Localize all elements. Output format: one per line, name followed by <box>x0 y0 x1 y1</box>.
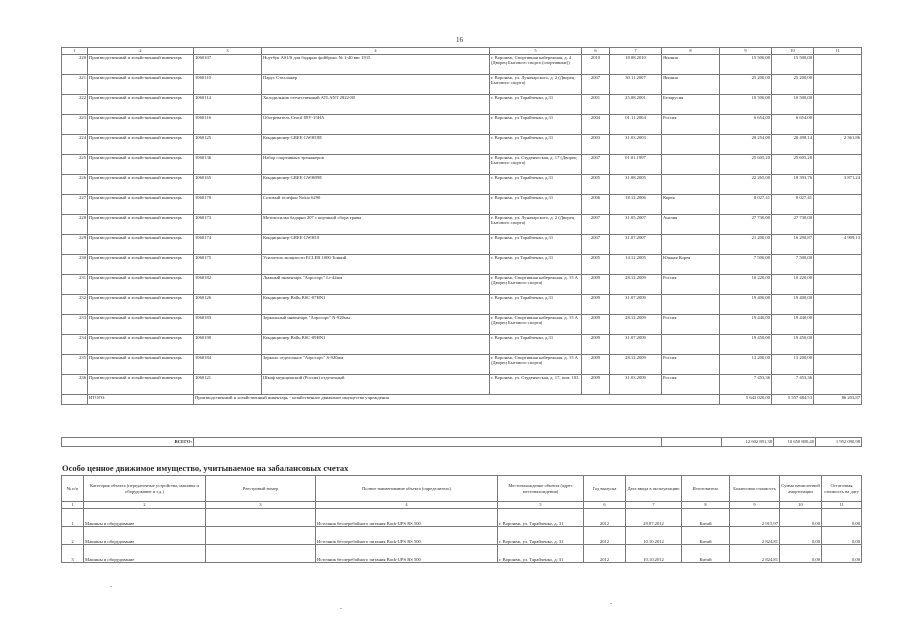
cell-amort <box>814 155 862 175</box>
cell-n: 229 <box>62 235 88 255</box>
cell-resid: 19 440,00 <box>772 315 814 335</box>
cell-resid: 10 500,00 <box>772 95 814 115</box>
cell-type: Производственный и хозяйственный инвентарь <box>88 275 194 295</box>
cell-country <box>662 335 720 355</box>
cell-n: 235 <box>62 355 88 375</box>
cell-resid: 10 220,00 <box>772 275 814 295</box>
table-row <box>62 509 862 527</box>
cell-n: 2 <box>62 527 84 545</box>
cell-amort: 2 361,86 <box>814 135 862 155</box>
cell-addr: г. Воронеж, ул. Луначарского, д. 2 (Дворец Бытового спорта) <box>490 215 582 235</box>
cell-addr: г. Воронеж, ул Тарайченко, д.31 <box>490 195 582 215</box>
cell-amort <box>814 335 862 355</box>
cell-type: Производственный и хозяйственный инвентарь <box>88 235 194 255</box>
cell-name: Холодильник отечественный ATLANT 2822-80 <box>262 95 490 115</box>
cell-country: Россия <box>662 275 720 295</box>
cell-date: 31.05.2007 <box>610 215 662 235</box>
cell-n: 236 <box>62 375 88 395</box>
cell-cost: 13 200,00 <box>720 355 772 375</box>
cell-addr: г. Воронеж, ул Тарайченко, д.31 <box>490 95 582 115</box>
column-header: Год выпуска <box>584 476 626 502</box>
cell-maker: Китай <box>682 527 730 545</box>
cell-name: Кондиционер GREE GWH18 <box>262 235 490 255</box>
cell-country <box>662 155 720 175</box>
column-header: Балансовая стоимость <box>730 476 780 502</box>
cell-n: 222 <box>62 95 88 115</box>
cell-amort <box>814 75 862 95</box>
cell-amort: 0,00 <box>780 527 822 545</box>
cell-type: Производственный и хозяйственный инвентарь <box>88 75 194 95</box>
cell-year: 2009 <box>582 375 610 395</box>
cell-type: Производственный и хозяйственный инвентарь <box>88 155 194 175</box>
cell-amort <box>814 275 862 295</box>
table-row <box>62 215 862 235</box>
cell-amort <box>814 95 862 115</box>
cell-addr: г. Воронеж, ул Тарайченко, д.31 <box>490 175 582 195</box>
cell-amort: 0,00 <box>780 509 822 527</box>
table-row <box>62 175 862 195</box>
cell-type: Производственный и хозяйственный инвентарь <box>88 55 194 75</box>
cell-cat: Машины и оборудование <box>84 509 206 527</box>
cell-cost: 6 654,00 <box>720 115 772 135</box>
cell-inv: 1060116 <box>194 115 262 135</box>
cell-resid: 7 500,00 <box>772 255 814 275</box>
cell-name: Источник бесперебойного питания Back-UPS RS 500 <box>316 509 498 527</box>
cell-n: 223 <box>62 115 88 135</box>
column-number: 11 <box>814 48 862 55</box>
cell-addr: г. Воронеж, ул. Студенческая, д. 17, пом. 103 <box>490 375 582 395</box>
cell-year: 2009 <box>582 275 610 295</box>
subtotal-description: Производственный и хозяйственный инвентарь - хозяйственное движимое имущество учреждения <box>194 395 720 405</box>
cell-name: Мотокосилка бадарно 207 с корзиной сбора травы <box>262 215 490 235</box>
column-number: 8 <box>662 48 720 55</box>
cell-addr: г. Воронеж, ул Тарайченко, д.31 <box>490 335 582 355</box>
cell-amort <box>814 195 862 215</box>
cell-n: 1 <box>62 509 84 527</box>
column-number: 7 <box>610 48 662 55</box>
subtotal-cost: 5 643 020,00 <box>720 395 772 405</box>
cell-amort: 4 909,13 <box>814 235 862 255</box>
column-header: № п/п <box>62 476 84 502</box>
cell-country <box>662 175 720 195</box>
column-number: 5 <box>490 48 582 55</box>
table-row <box>62 275 862 295</box>
cell-country <box>662 135 720 155</box>
cell-year: 2005 <box>582 175 610 195</box>
cell-empty <box>62 395 88 405</box>
cell-name: Зеркальный инвентарь "Аэросорс" N-920мм <box>262 315 490 335</box>
cell-type: Производственный и хозяйственный инвентарь <box>88 355 194 375</box>
column-number-row <box>62 502 862 509</box>
scan-speck <box>110 586 112 587</box>
cell-name: Обогреватель Ceactl 89У-15НА <box>262 115 490 135</box>
cell-cost: 27 730,00 <box>720 215 772 235</box>
cell-n: 224 <box>62 135 88 155</box>
column-number: 10 <box>772 48 814 55</box>
cell-inv: 1060126 <box>194 295 262 315</box>
section-title: Особо ценное движимое имущество, учитываемое на забалансовых счетах <box>62 463 349 473</box>
cell-cost: 21 200,00 <box>720 235 772 255</box>
cell-date: 01.01.1997 <box>610 155 662 175</box>
cell-addr: г. Воронеж, ул. Тарайченко, д. 31 <box>498 545 584 563</box>
cell-year: 2001 <box>582 95 610 115</box>
cell-country: Южная Корея <box>662 255 720 275</box>
cell-cost: 22 265,00 <box>720 175 772 195</box>
cell-n: 225 <box>62 155 88 175</box>
cell-inv: 1060114 <box>194 95 262 115</box>
cell-year: 2007 <box>582 155 610 175</box>
cell-reg <box>206 527 316 545</box>
cell-name: Кондиционер Ballu BSC-07HN1 <box>262 295 490 315</box>
cell-cost: 25 605,20 <box>720 155 772 175</box>
column-number: 10 <box>780 502 822 509</box>
cell-cost: 2 824,81 <box>730 545 780 563</box>
cell-addr: г. Воронеж, ул Тарайченко, д.31 <box>490 235 582 255</box>
table-row <box>62 75 862 95</box>
column-header: Остаточная стоимость на дату <box>822 476 862 502</box>
cell-country: Россия <box>662 355 720 375</box>
cell-name: Зеркало отделочное "Аэросорс" S-920мм <box>262 355 490 375</box>
cell-amort <box>814 295 862 315</box>
cell-country: Беларусия <box>662 95 720 115</box>
column-number-row <box>62 48 862 55</box>
cell-n: 226 <box>62 175 88 195</box>
cell-resid: 18 393,76 <box>772 175 814 195</box>
column-number: 6 <box>584 502 626 509</box>
column-number: 2 <box>84 502 206 509</box>
cell-reg <box>206 509 316 527</box>
cell-maker: Китай <box>682 545 730 563</box>
table-row <box>62 155 862 175</box>
cell-country: Англия <box>662 215 720 235</box>
cell-n: 232 <box>62 295 88 315</box>
grand-total-table <box>61 437 862 447</box>
cell-type: Производственный и хозяйственный инвентарь <box>88 95 194 115</box>
table-row <box>62 545 862 563</box>
cell-inv: 1060183 <box>194 315 262 335</box>
cell-resid: 13 200,00 <box>772 355 814 375</box>
cell-date: 31.07.2009 <box>610 295 662 315</box>
column-header: Изготовитель <box>682 476 730 502</box>
cell-inv: 1060125 <box>194 135 262 155</box>
subtotal-amort: 86 203,87 <box>814 395 862 405</box>
table-row <box>62 295 862 315</box>
cell-date: 31.08.2005 <box>610 175 662 195</box>
cell-date: 30.11.2007 <box>610 75 662 95</box>
cell-resid: 15 500,00 <box>772 55 814 75</box>
column-number: 1 <box>62 502 84 509</box>
cell-addr: г. Воронеж, ул. Луначарского, д. 2 (Дворец Бытового спорта) <box>490 75 582 95</box>
cell-inv: 1060170 <box>194 195 262 215</box>
cell-cost: 19 400,00 <box>720 295 772 315</box>
cell-resid: 6 654,00 <box>772 115 814 135</box>
cell-cost: 15 500,00 <box>720 55 772 75</box>
cell-n: 221 <box>62 75 88 95</box>
cell-resid: 0,00 <box>822 509 862 527</box>
cell-amort <box>814 215 862 235</box>
cell-amort <box>814 315 862 335</box>
cell-amort: 3 871,24 <box>814 175 862 195</box>
cell-resid: 25 200,00 <box>772 75 814 95</box>
table-row <box>62 335 862 355</box>
cell-addr: г. Воронеж, ул Тарайченко, д.31 <box>490 295 582 315</box>
table-row <box>62 375 862 395</box>
cell-cat: Машины и оборудование <box>84 527 206 545</box>
subtotal-row <box>62 395 862 405</box>
cell-date: 31.07.2007 <box>610 235 662 255</box>
cell-cost: 19 450,00 <box>720 335 772 355</box>
grand-total-cost: 12 602 891,38 <box>722 438 774 447</box>
cell-n: 231 <box>62 275 88 295</box>
cell-type: Производственный и хозяйственный инвентарь <box>88 315 194 335</box>
cell-name: Сотовый телефон Nokia 6290 <box>262 195 490 215</box>
cell-inv: 1060174 <box>194 235 262 255</box>
cell-name: Ноутбук ASUS для бадарно фойбронс № 1-40 ввс 1915 <box>262 55 490 75</box>
cell-year: 2004 <box>582 115 610 135</box>
column-header: Дата ввода в эксплуатацию <box>626 476 682 502</box>
cell-n: 3 <box>62 545 84 563</box>
cell-inv: 1060110 <box>194 75 262 95</box>
cell-addr: г. Воронеж, ул Тарайченко, д.31 <box>490 115 582 135</box>
cell-type: Производственный и хозяйственный инвентарь <box>88 175 194 195</box>
cell-cost: 2 915,97 <box>730 509 780 527</box>
cell-cost: 25 200,00 <box>720 75 772 95</box>
cell-inv: 1060184 <box>194 355 262 375</box>
cell-inv: 1060190 <box>194 335 262 355</box>
cell-n: 234 <box>62 335 88 355</box>
cell-name: Набор спортивных тренажеров <box>262 155 490 175</box>
cell-country: Япония <box>662 55 720 75</box>
cell-resid: 0,00 <box>822 527 862 545</box>
subtotal-label: ИТОГО: <box>88 395 194 405</box>
column-number: 7 <box>626 502 682 509</box>
cell-inv: 1060175 <box>194 255 262 275</box>
cell-resid: 0,00 <box>822 545 862 563</box>
cell-type: Производственный и хозяйственный инвентарь <box>88 375 194 395</box>
table-row <box>62 527 862 545</box>
cell-name: Лыжный инвентарь "Аэросорс" Lt-42мм <box>262 275 490 295</box>
cell-name: Кондиционер GREE GWH18E <box>262 135 490 155</box>
column-header: Реестровый номер <box>206 476 316 502</box>
column-number: 4 <box>262 48 490 55</box>
cell-date: 31.03.2003 <box>610 135 662 155</box>
cell-year: 2012 <box>584 527 626 545</box>
grand-total-label: ВСЕГО: <box>62 438 194 447</box>
cell-name: Парус Стеллажер <box>262 75 490 95</box>
cell-resid: 20 498,14 <box>772 135 814 155</box>
column-number: 9 <box>720 48 772 55</box>
grand-total-amort: 1 952 090,98 <box>816 438 862 447</box>
cell-type: Производственный и хозяйственный инвентарь <box>88 215 194 235</box>
cell-cost: 19 440,00 <box>720 315 772 335</box>
table-row <box>62 55 862 75</box>
table-row <box>62 355 862 375</box>
cell-resid: 25 605,20 <box>772 155 814 175</box>
column-header: Категория объекта (передаточные устройства, машины и оборудование и т.д.) <box>84 476 206 502</box>
cell-addr: г. Воронеж, ул. Тарайченко, д. 31 <box>498 527 584 545</box>
cell-resid: 19 400,00 <box>772 295 814 315</box>
cell-type: Производственный и хозяйственный инвентарь <box>88 335 194 355</box>
cell-addr: г. Воронеж, Спортивная набережная, д. 15 А (Дворец Бытового спорта) <box>490 275 582 295</box>
cell-addr: г. Воронеж, ул Тарайченко, д.31 <box>490 135 582 155</box>
subtotal-resid: 5 557 484,53 <box>772 395 814 405</box>
cell-year: 2012 <box>584 509 626 527</box>
table-row <box>62 115 862 135</box>
cell-addr: г. Воронеж, ул. Студенческая, д. 17 (Дворец Бытового спорта) <box>490 155 582 175</box>
cell-country: Корея <box>662 195 720 215</box>
cell-type: Производственный и хозяйственный инвентарь <box>88 135 194 155</box>
cell-date: 01.11.2004 <box>610 115 662 135</box>
cell-year: 2009 <box>582 295 610 315</box>
column-number: 6 <box>582 48 610 55</box>
cell-resid: 19 450,00 <box>772 335 814 355</box>
table-row <box>62 195 862 215</box>
column-number: 8 <box>682 502 730 509</box>
cell-cost: 10 500,00 <box>720 95 772 115</box>
column-header: Полное наименование объекта (определитель) <box>316 476 498 502</box>
cell-country: Россия <box>662 375 720 395</box>
cell-type: Производственный и хозяйственный инвентарь <box>88 295 194 315</box>
cell-cost: 7 453,36 <box>720 375 772 395</box>
grand-total-row <box>62 438 862 447</box>
cell-addr: г. Воронеж, Спортивная набережная, д. 15 А (Дворец Бытового спорта) <box>490 355 582 375</box>
cell-amort <box>814 375 862 395</box>
cell-country: Япония <box>662 75 720 95</box>
cell-maker: Китай <box>682 509 730 527</box>
cell-n: 233 <box>62 315 88 335</box>
cell-inv: 1060107 <box>194 55 262 75</box>
table-row <box>62 235 862 255</box>
column-number: 1 <box>62 48 88 55</box>
cell-name: Источник бесперебойного питания Back-UPS RS 500 <box>316 545 498 563</box>
cell-addr: г. Воронеж, ул Тарайченко, д.31 <box>490 255 582 275</box>
column-number: 5 <box>498 502 584 509</box>
cell-reg <box>206 545 316 563</box>
cell-cost: 10 220,00 <box>720 275 772 295</box>
cell-addr: г. Воронеж, ул. Тарайченко, д. 31 <box>498 509 584 527</box>
cell-amort <box>814 355 862 375</box>
cell-resid: 7 453,36 <box>772 375 814 395</box>
cell-cost: 7 500,00 <box>720 255 772 275</box>
cell-country <box>662 295 720 315</box>
cell-cost: 20 254,00 <box>720 135 772 155</box>
cell-name: Кондиционер Ballu BSC-09HN1 <box>262 335 490 355</box>
cell-type: Производственный и хозяйственный инвентарь <box>88 115 194 135</box>
cell-cost: 8 027,41 <box>720 195 772 215</box>
cell-n: 220 <box>62 55 88 75</box>
cell-country: Россия <box>662 115 720 135</box>
cell-inv: 1060136 <box>194 155 262 175</box>
cell-resid: 16 290,87 <box>772 235 814 255</box>
cell-n: 227 <box>62 195 88 215</box>
grand-total-resid: 10 650 800,40 <box>774 438 816 447</box>
cell-n: 230 <box>62 255 88 275</box>
cell-amort <box>814 255 862 275</box>
cell-year: 2007 <box>582 75 610 95</box>
cell-resid: 27 730,00 <box>772 215 814 235</box>
cell-n: 228 <box>62 215 88 235</box>
cell-year: 2003 <box>582 135 610 155</box>
cell-addr: г. Воронеж, Спортивная набережная, д. 15 А (Дворец Бытового спорта) <box>490 315 582 335</box>
cell-date: 28.12.2009 <box>610 355 662 375</box>
page-number: 16 <box>456 36 463 44</box>
table-row <box>62 95 862 115</box>
cell-type: Производственный и хозяйственный инвентарь <box>88 195 194 215</box>
cell-year: 2009 <box>582 335 610 355</box>
cell-inv: 1060165 <box>194 175 262 195</box>
cell-date: 29.07.2012 <box>626 509 682 527</box>
cell-resid: 8 027,41 <box>772 195 814 215</box>
column-number: 9 <box>730 502 780 509</box>
cell-year: 2007 <box>582 235 610 255</box>
column-number: 2 <box>88 48 194 55</box>
cell-name: Шкаф медицинский (Россия) отделочный <box>262 375 490 395</box>
table-row <box>62 315 862 335</box>
cell-cost: 2 824,81 <box>730 527 780 545</box>
cell-date: 31.03.2009 <box>610 375 662 395</box>
cell-inv: 1060173 <box>194 215 262 235</box>
cell-year: 2009 <box>582 315 610 335</box>
cell-year: 2009 <box>582 355 610 375</box>
cell-name: Источник бесперебойного питания Back-UPS RS 500 <box>316 527 498 545</box>
cell-year: 2005 <box>582 255 610 275</box>
cell-date: 28.12.2009 <box>610 315 662 335</box>
column-header: Местонахождение объекта (адрес местонахождения) <box>498 476 584 502</box>
cell-amort: 0,00 <box>780 545 822 563</box>
cell-type: Производственный и хозяйственный инвентарь <box>88 255 194 275</box>
cell-amort <box>814 115 862 135</box>
column-number: 4 <box>316 502 498 509</box>
cell-date: 25.08.2001 <box>610 95 662 115</box>
column-header: Сумма начисленной амортизации <box>780 476 822 502</box>
cell-date: 28.12.2009 <box>610 275 662 295</box>
header-row <box>62 476 862 502</box>
cell-date: 10.10.2012 <box>626 545 682 563</box>
inventory-table <box>61 47 862 405</box>
cell-date: 10.10.2012 <box>626 527 682 545</box>
table-row <box>62 255 862 275</box>
cell-amort <box>814 55 862 75</box>
cell-date: 18.08.2010 <box>610 55 662 75</box>
cell-country <box>662 235 720 255</box>
cell-name: Усилитель мощности ECLER 1000 Тонкий <box>262 255 490 275</box>
column-number: 11 <box>822 502 862 509</box>
cell-date: 18.12.2006 <box>610 195 662 215</box>
cell-year: 2007 <box>582 215 610 235</box>
cell-year: 2010 <box>582 55 610 75</box>
cell-date: 14.12.2005 <box>610 255 662 275</box>
cell-year: 2006 <box>582 195 610 215</box>
cell-year: 2012 <box>584 545 626 563</box>
cell-cat: Машины и оборудование <box>84 545 206 563</box>
cell-addr: г. Воронеж, Спортивная набережная, д. 4 (Дворец Бытового спорта (спортивные)) <box>490 55 582 75</box>
table-row <box>62 135 862 155</box>
column-number: 3 <box>206 502 316 509</box>
cell-name: Кондиционер GREE GWH09E <box>262 175 490 195</box>
scan-speck <box>610 603 612 604</box>
off-balance-table <box>61 475 862 563</box>
cell-inv: 1060182 <box>194 275 262 295</box>
cell-inv: 1060121 <box>194 375 262 395</box>
cell-country: Россия <box>662 315 720 335</box>
scan-speck <box>340 608 342 609</box>
column-number: 3 <box>194 48 262 55</box>
cell-date: 31.07.2009 <box>610 335 662 355</box>
